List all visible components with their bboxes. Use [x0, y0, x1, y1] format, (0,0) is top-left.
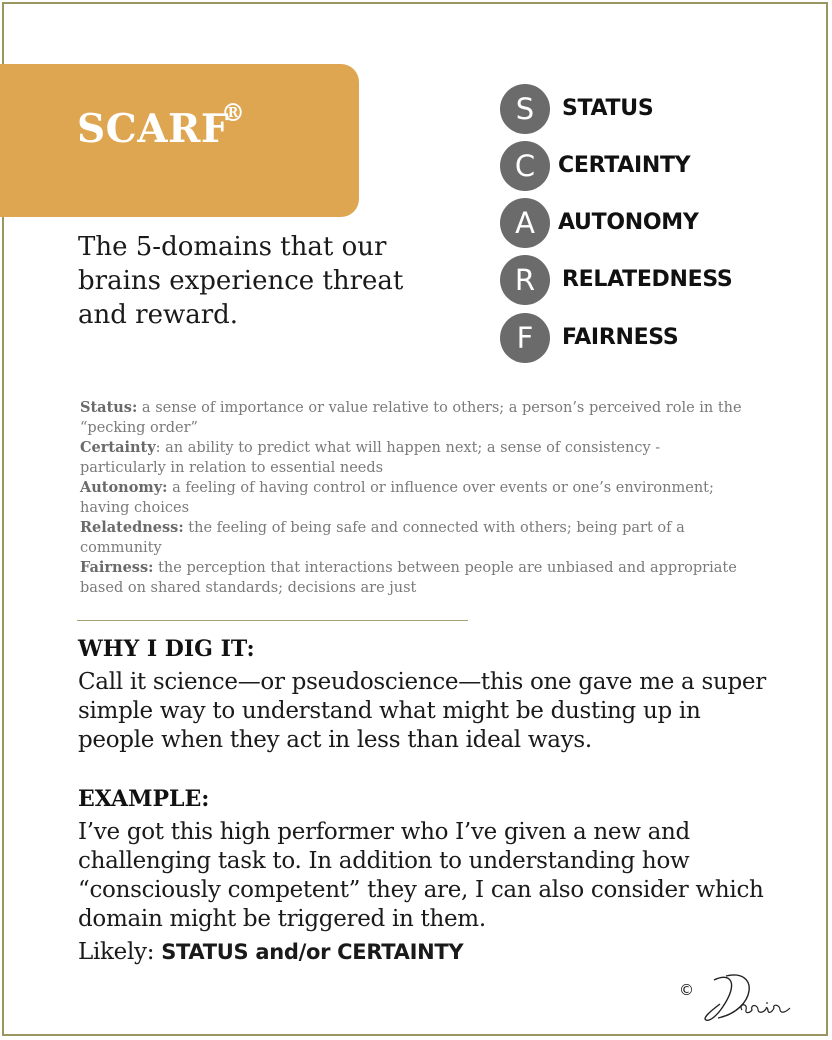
- example-body: I’ve got this high performer who I’ve given a new and challenging task to. In addition to understanding how “consciously competent” they are, I can also consider which domain might be triggered in them.: [78, 819, 764, 932]
- domain-label: AUTONOMY: [558, 210, 699, 235]
- domain-letter-badge: A: [500, 198, 550, 248]
- definition-term: Certainty: [80, 439, 156, 456]
- definition-term: Relatedness:: [80, 519, 184, 536]
- page-title: SCARF: [77, 106, 230, 152]
- definition-certainty: [80, 438, 750, 478]
- definition-text: a feeling of having control or influence over events or one’s environment; having choices: [80, 480, 714, 516]
- example-heading: EXAMPLE:: [78, 786, 210, 812]
- signature-logo: [700, 970, 800, 1030]
- domain-letter-badge: C: [500, 141, 550, 191]
- registered-mark: ®: [221, 98, 245, 127]
- domain-label: STATUS: [562, 96, 654, 121]
- domain-letter-badge: R: [500, 255, 550, 305]
- domain-label: FAIRNESS: [562, 325, 679, 350]
- definition-text: a sense of importance or value relative to others; a person’s perceived role in the “pecking order”: [80, 400, 742, 436]
- definition-text: : an ability to predict what will happen next; a sense of consistency - particularly in relation to essential needs: [80, 440, 661, 476]
- definition-relatedness: [80, 518, 750, 558]
- copyright-symbol: ©: [679, 981, 694, 999]
- definition-term: Autonomy:: [80, 479, 168, 496]
- definition-status: [80, 398, 750, 438]
- likely-value: STATUS and/or CERTAINTY: [161, 940, 464, 964]
- definition-text: the perception that interactions between people are unbiased and appropriate based on shared standards; decisions are just: [80, 560, 737, 596]
- likely-label: Likely:: [78, 939, 162, 965]
- definition-term: Fairness:: [80, 559, 154, 576]
- likely-line: [78, 938, 768, 967]
- definition-autonomy: [80, 478, 750, 518]
- definition-text: the feeling of being safe and connected with others; being part of a community: [80, 520, 685, 556]
- definition-fairness: [80, 558, 750, 598]
- domain-label: CERTAINTY: [558, 153, 691, 178]
- domain-letter-badge: F: [500, 313, 550, 363]
- why-heading: WHY I DIG IT:: [78, 636, 255, 662]
- section-divider: [77, 620, 468, 621]
- domain-label: RELATEDNESS: [562, 267, 733, 292]
- definitions-list: [80, 398, 750, 598]
- tagline: The 5-domains that our brains experience threat and reward.: [78, 232, 404, 330]
- domain-letter-badge: S: [500, 84, 550, 134]
- definition-term: Status:: [80, 399, 138, 416]
- why-body: Call it science—or pseudoscience—this one gave me a super simple way to understand what might be dusting up in people when they act in less than ideal ways.: [78, 669, 766, 753]
